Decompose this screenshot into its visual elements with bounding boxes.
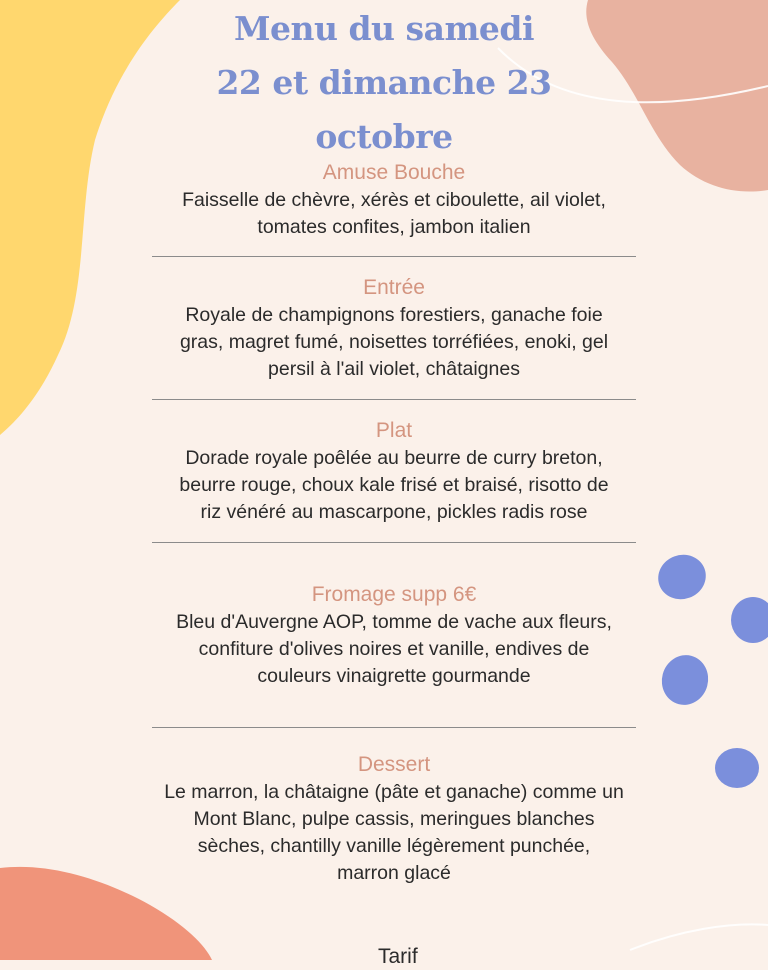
description-line: Le marron, la châtaigne (pâte et ganache) comme un (164, 781, 624, 803)
section-description (140, 187, 648, 241)
section-entree (140, 274, 648, 383)
description-line: Dorade royale poêlée au beurre de curry breton, (185, 447, 603, 469)
section-description (140, 302, 648, 383)
section-amuse-bouche (140, 159, 648, 241)
description-line: Faisselle de chèvre, xérès et ciboulette, ail violet, (182, 189, 606, 211)
menu-title (184, 2, 584, 164)
section-divider (152, 727, 636, 728)
section-heading: Dessert (357, 753, 431, 776)
description-line: Bleu d'Auvergne AOP, tomme de vache aux fleurs, (176, 611, 612, 633)
description-line: gras, magret fumé, noisettes torréfiées, enoki, gel (179, 331, 609, 353)
menu-title-line: 22 et dimanche 23 (216, 63, 552, 102)
section-description (140, 779, 648, 887)
section-description (140, 445, 648, 526)
description-line: Mont Blanc, pulpe cassis, meringues blanches (193, 808, 595, 830)
section-dessert (140, 751, 648, 887)
description-line: persil à l'ail violet, châtaignes (268, 358, 520, 380)
section-divider (152, 542, 636, 543)
section-heading: Fromage supp 6€ (311, 583, 477, 606)
description-line: Royale de champignons forestiers, ganache foie (185, 304, 603, 326)
section-heading: Entrée (363, 276, 425, 299)
description-line: confiture d'olives noires et vanille, endives de (198, 638, 590, 660)
description-line: beurre rouge, choux kale frisé et braisé, risotto de (179, 474, 609, 496)
description-line: riz vénéré au mascarpone, pickles radis rose (200, 501, 588, 523)
section-divider (152, 256, 636, 257)
section-description (140, 609, 648, 690)
description-line: tomates confites, jambon italien (257, 216, 531, 238)
section-heading: Plat (375, 419, 413, 442)
section-plat (140, 417, 648, 526)
tarif-heading-fragment: Tarif (378, 945, 418, 968)
section-divider (152, 399, 636, 400)
section-fromage (140, 581, 648, 690)
menu-title-line: Menu du samedi (233, 9, 535, 48)
menu-title-line: octobre (315, 117, 453, 156)
section-heading: Amuse Bouche (322, 161, 466, 184)
description-line: marron glacé (337, 862, 451, 884)
description-line: sèches, chantilly vanille légèrement punchée, (197, 835, 591, 857)
description-line: couleurs vinaigrette gourmande (257, 665, 531, 687)
